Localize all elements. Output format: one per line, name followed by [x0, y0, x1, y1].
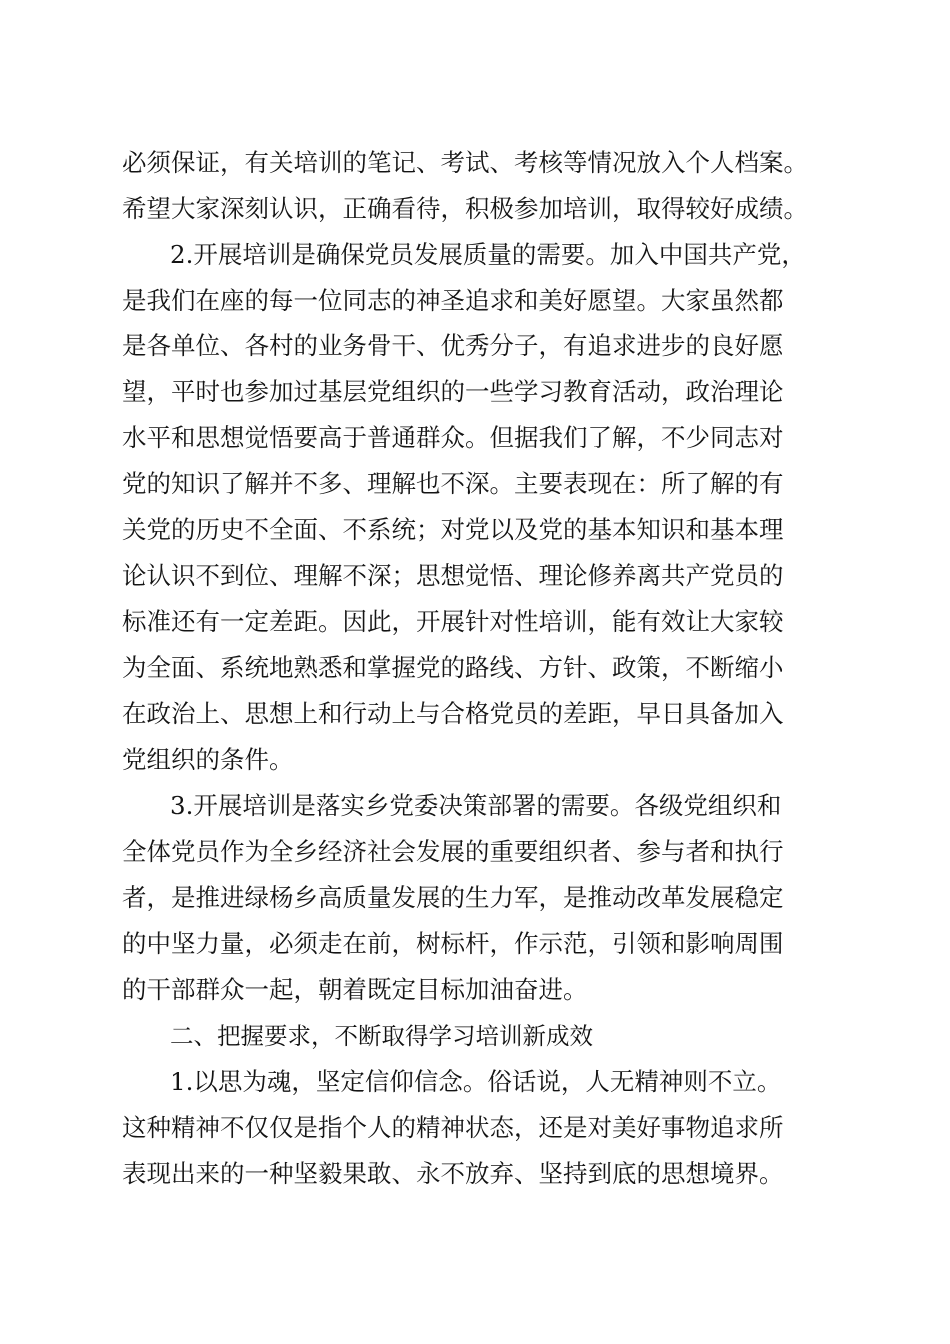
- text-line: 必须保证，有关培训的笔记、考试、考核等情况放入个人档案。: [122, 148, 808, 177]
- text-line: 标准还有一定差距。因此，开展针对性培训，能有效让大家较: [122, 607, 784, 636]
- text-line: 的干部群众一起，朝着既定目标加油奋进。: [122, 975, 588, 1004]
- text-line: 关党的历史不全面、不系统；对党以及党的基本知识和基本理: [122, 515, 784, 544]
- text-line: 全体党员作为全乡经济社会发展的重要组织者、参与者和执行: [122, 837, 784, 866]
- text-line: 在政治上、思想上和行动上与合格党员的差距，早日具备加入: [122, 699, 784, 728]
- text-line: 1.以思为魂，坚定信仰信念。俗话说，人无精神则不立。: [170, 1067, 782, 1096]
- text-line: 党的知识了解并不多、理解也不深。主要表现在：所了解的有: [122, 469, 784, 498]
- text-line: 希望大家深刻认识，正确看待，积极参加培训，取得较好成绩。: [122, 194, 808, 223]
- text-line: 者，是推进绿杨乡高质量发展的生力军，是推动改革发展稳定: [122, 883, 784, 912]
- text-line: 表现出来的一种坚毅果敢、永不放弃、坚持到底的思想境界。: [122, 1159, 784, 1188]
- text-line: 这种精神不仅仅是指个人的精神状态，还是对美好事物追求所: [122, 1113, 784, 1142]
- text-line: 望，平时也参加过基层党组织的一些学习教育活动，政治理论: [122, 377, 784, 406]
- text-line: 论认识不到位、理解不深；思想觉悟、理论修养离共产党员的: [122, 561, 784, 590]
- text-line: 水平和思想觉悟要高于普通群众。但据我们了解，不少同志对: [122, 423, 784, 452]
- text-line: 的中坚力量，必须走在前，树标杆，作示范，引领和影响周围: [122, 929, 784, 958]
- text-line: 党组织的条件。: [122, 745, 294, 774]
- text-line: 为全面、系统地熟悉和掌握党的路线、方针、政策，不断缩小: [122, 653, 784, 682]
- section-heading: 二、把握要求，不断取得学习培训新成效: [170, 1022, 593, 1050]
- text-line: 2.开展培训是确保党员发展质量的需要。加入中国共产党，: [170, 240, 806, 269]
- text-line: 是我们在座的每一位同志的神圣追求和美好愿望。大家虽然都: [122, 286, 784, 315]
- text-line: 3.开展培训是落实乡党委决策部署的需要。各级党组织和: [170, 791, 782, 820]
- text-line: 是各单位、各村的业务骨干、优秀分子，有追求进步的良好愿: [122, 331, 784, 360]
